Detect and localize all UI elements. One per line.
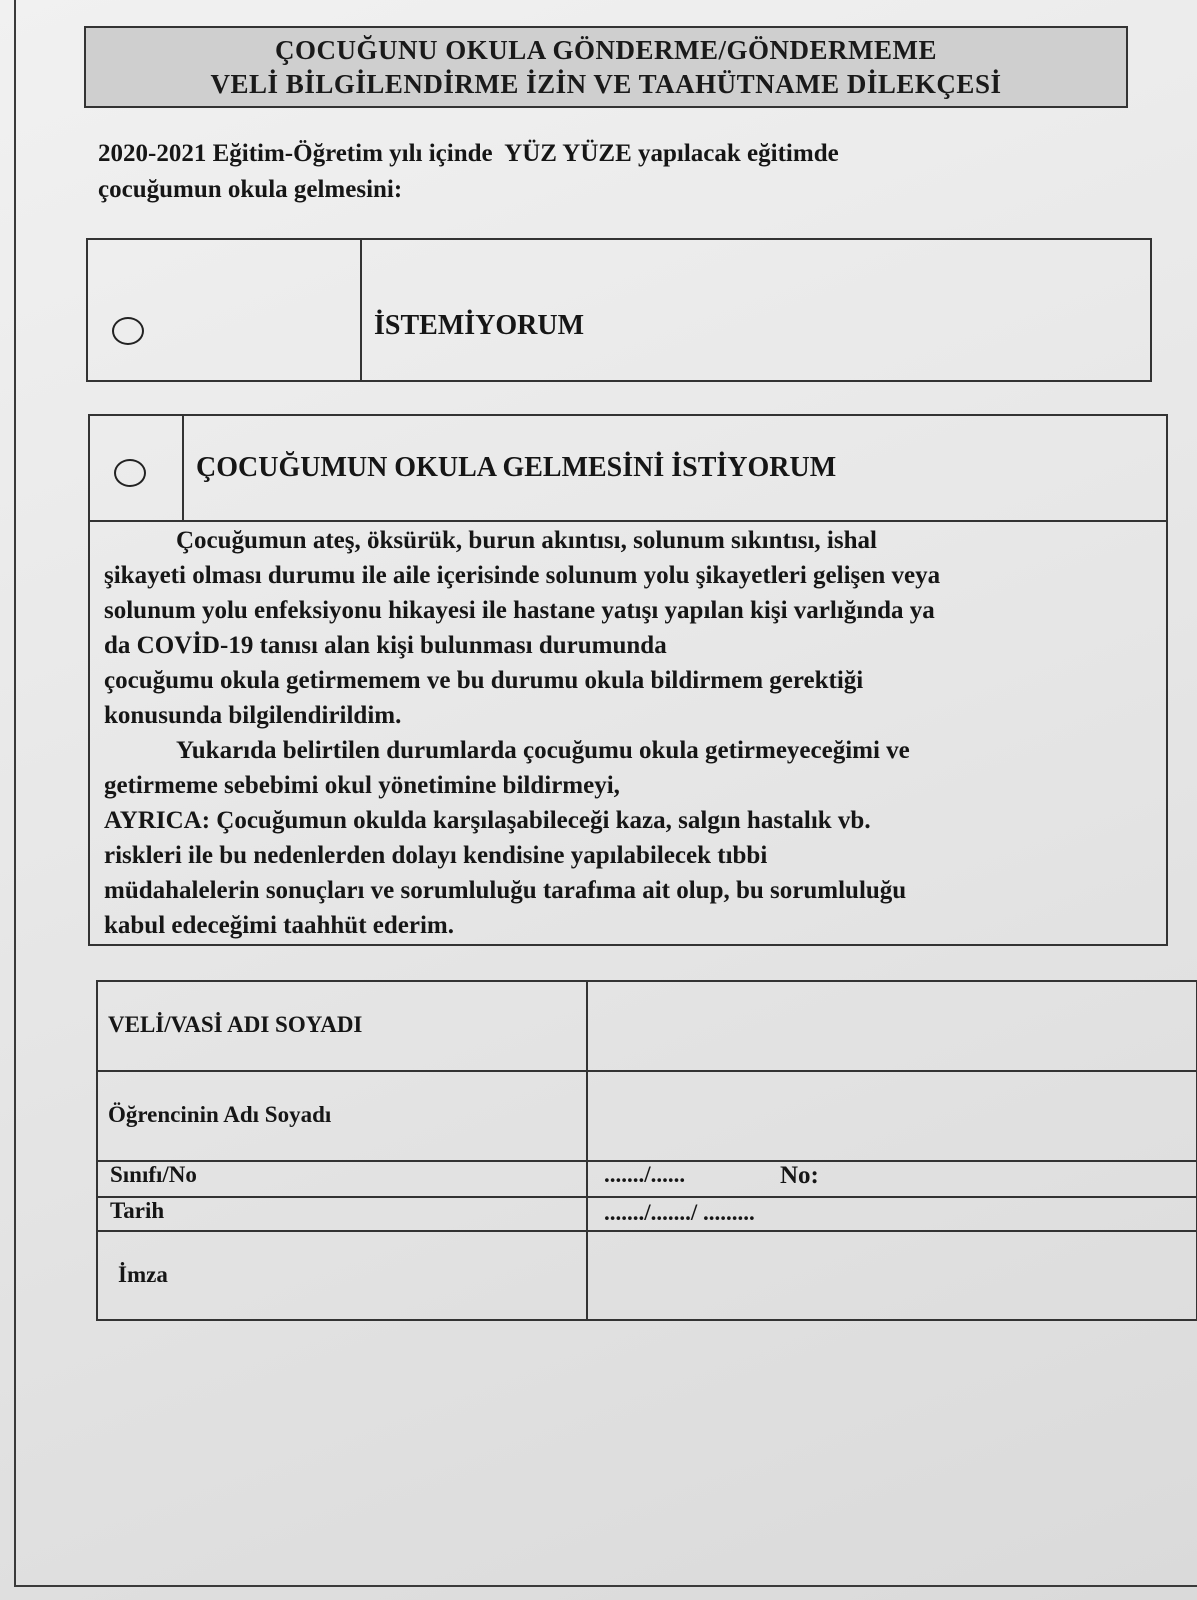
student-number-label: No: <box>780 1162 819 1189</box>
signature-field[interactable] <box>592 1234 1188 1316</box>
commitment-line: Çocuğumun ateş, öksürük, burun akıntısı, solunum sıkıntısı, ishal <box>176 527 877 554</box>
commitment-line: solunum yolu enfeksiyonu hikayesi ile hastane yatışı yapılan kişi varlığında ya <box>104 597 935 624</box>
commitment-line: Yukarıda belirtilen durumlarda çocuğumu okula getirmeyeceğimi ve <box>176 737 910 764</box>
date-field[interactable]: ......./......./ ......... <box>604 1200 755 1225</box>
intro-text <box>98 136 1098 208</box>
document-title-box <box>84 26 1128 108</box>
commitment-line: da COVİD-19 tanısı alan kişi bulunması durumunda <box>104 632 667 659</box>
commitment-line: çocuğumu okula getirmemem ve bu durumu okula bildirmem gerektiği <box>104 667 864 694</box>
class-number-label: Sınıfı/No <box>110 1162 197 1187</box>
decline-radio-circle[interactable] <box>112 317 144 345</box>
form-row-divider <box>96 1230 1196 1232</box>
signature-label: İmza <box>118 1262 168 1287</box>
commitment-line: AYRICA: Çocuğumun okulda karşılaşabileceği kaza, salgın hastalık vb. <box>104 807 871 834</box>
accept-radio-circle[interactable] <box>114 459 146 487</box>
commitment-line: şikayeti olması durumu ile aile içerisinde solunum yolu şikayetleri gelişen veya <box>104 562 941 589</box>
intro-line-1: 2020-2021 Eğitim-Öğretim yılı içinde YÜZ YÜZE yapılacak eğitimde <box>98 140 839 167</box>
commitment-line: riskleri ile bu nedenlerden dolayı kendisine yapılabilecek tıbbi <box>104 842 768 869</box>
commitment-line: konusunda bilgilendirildim. <box>104 702 402 729</box>
form-row-divider <box>96 1070 1196 1072</box>
form-column-divider <box>586 980 588 1319</box>
decline-option-divider <box>360 238 362 380</box>
accept-option-divider <box>182 414 184 520</box>
commitment-line: müdahalelerin sonuçları ve sorumluluğu tarafıma ait olup, bu sorumluluğu <box>104 877 907 904</box>
guardian-name-label: VELİ/VASİ ADI SOYADI <box>108 1012 363 1037</box>
date-label: Tarih <box>110 1198 165 1223</box>
commitment-paragraph <box>104 523 1164 943</box>
class-number-field[interactable]: ......./...... <box>604 1162 686 1187</box>
student-name-label: Öğrencinin Adı Soyadı <box>108 1102 332 1127</box>
guardian-name-field[interactable] <box>592 984 1188 1068</box>
document-title-line-2: VELİ BİLGİLENDİRME İZİN VE TAAHÜTNAME DİLEKÇESİ <box>210 69 1002 99</box>
document-title-line-1: ÇOCUĞUNU OKULA GÖNDERME/GÖNDERMEME <box>274 35 937 65</box>
intro-line-2: çocuğumun okula gelmesini: <box>98 176 403 203</box>
commitment-line: getirmeme sebebimi okul yönetimine bildirmeyi, <box>104 772 620 799</box>
accept-option-separator <box>88 520 1166 522</box>
commitment-line: kabul edeceğimi taahhüt ederim. <box>104 912 454 939</box>
decline-option-label: İSTEMİYORUM <box>374 310 585 341</box>
accept-option-label: ÇOCUĞUMUN OKULA GELMESİNİ İSTİYORUM <box>196 452 837 483</box>
decline-option-box <box>86 238 1152 382</box>
student-name-field[interactable] <box>592 1074 1188 1158</box>
form-row-divider <box>96 1196 1196 1198</box>
